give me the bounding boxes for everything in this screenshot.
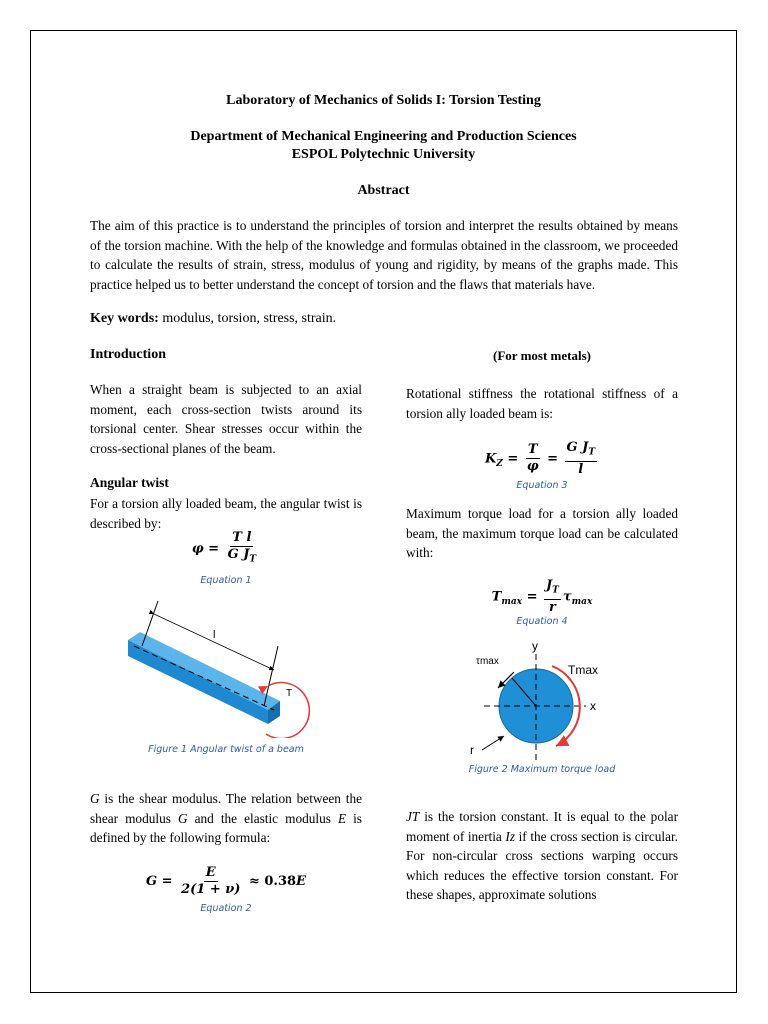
keywords-label: Key words: (90, 311, 159, 326)
radius-label: r (470, 743, 474, 757)
symbol-jt: JT (406, 809, 420, 824)
keywords-line (90, 311, 336, 327)
y-label: y (532, 639, 538, 653)
beam-figure (120, 598, 320, 738)
torsion-constant-text (406, 807, 678, 905)
university-name: ESPOL Polytechnic University (291, 147, 476, 162)
symbol-g: G (90, 791, 100, 806)
symbol-g-2: G (177, 810, 188, 826)
equation-4-caption: Equation 4 (516, 616, 568, 627)
tau-max-label: τmax (476, 656, 499, 667)
jt-text-part-2: if the cross section is circular. For non-circular cross sections warping occurs which reduces the effective torsion constant. For these shapes, approximate solutions (406, 828, 678, 902)
introduction-heading: Introduction (90, 347, 166, 362)
introduction-text: When a straight beam is subjected to an axial moment, each cross-section twists around its torsional center. Shear stresses occur within the cross-sectional planes of the beam. (90, 382, 362, 456)
torque-figure (456, 636, 632, 764)
equation-3-caption: Equation 3 (516, 480, 568, 491)
equation-2: G = $\frac{E}{2(1 + \nu)}$ ≈ 0.38E (146, 865, 306, 897)
department-name: Department of Mechanical Engineering and Production Sciences (190, 129, 577, 144)
angular-twist-text: For a torsion ally loaded beam, the angular twist is described by: (90, 496, 362, 531)
abstract-text: The aim of this practice is to understand the principles of torsion and interpret the results obtained by means of the torsion machine. With the help of the knowledge and formulas obtained in the classroom, we proceeded to calculate the results of strain, stress, modulus of young and rigidity, by means of the graphs made. This practice helped us to better understand the concept of torsion and the flaws that materials have. (90, 218, 678, 292)
equation-4: $T_{max}$ = $\frac{J_T}{r}$ $\tau_{max}$ (491, 578, 593, 615)
radius-pointer (482, 736, 504, 750)
length-label: l (213, 629, 216, 641)
maximum-torque-text: Maximum torque load for a torsion ally loaded beam, the maximum torque load can be calculated with: (406, 506, 678, 560)
beam-top-face (128, 632, 280, 710)
equation-3: $K_Z$ = $\frac{T}{\varphi}$ = $\frac{G J_T}{l}$ (484, 440, 596, 477)
rotational-stiffness-text: Rotational stiffness the rotational stiffness of a torsion ally loaded beam is: (406, 386, 678, 421)
equation-1: φ = $\frac{\text{T l}}{G J_T}$ (191, 530, 257, 565)
x-label: x (590, 699, 596, 713)
equation-2-caption: Equation 2 (200, 903, 252, 914)
torque-label: T (286, 688, 293, 699)
angular-twist-heading: Angular twist (90, 475, 169, 490)
paper-title: Laboratory of Mechanics of Solids I: Torsion Testing (226, 93, 541, 108)
t-max-label: Tmax (568, 663, 598, 677)
shear-text-part-2: and the elastic modulus (187, 810, 338, 826)
metals-note: (For most metals) (493, 348, 591, 363)
keywords-text: modulus, torsion, stress, strain. (162, 311, 337, 326)
shear-text-part: is the shear modulus. The relation between the shear modulus (90, 791, 362, 826)
abstract-heading: Abstract (357, 183, 410, 198)
figure-2-caption: Figure 2 Maximum torque load (468, 764, 616, 775)
equation-1-caption: Equation 1 (200, 575, 252, 586)
beam-front-face (128, 640, 268, 724)
shear-modulus-text (90, 789, 362, 848)
jt-text-part: is the torsion constant. It is equal to the polar moment of inertia (406, 809, 678, 844)
shear-text-part-3: is defined by the following formula: (90, 810, 362, 845)
figure-1-caption: Figure 1 Angular twist of a beam (148, 744, 304, 755)
symbol-iz: Iz (505, 828, 516, 844)
symbol-e: E (337, 810, 347, 826)
